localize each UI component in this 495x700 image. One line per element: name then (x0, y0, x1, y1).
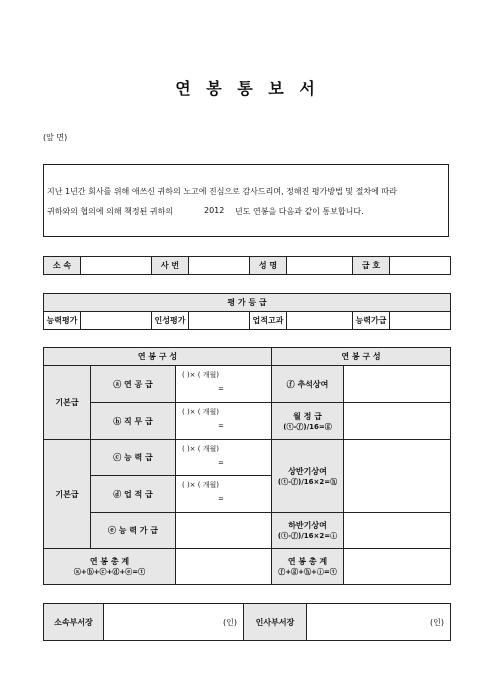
salary-total-left-value[interactable] (176, 549, 272, 585)
seniority-pay-calc[interactable]: ( )× ( 개월) = (176, 366, 272, 403)
ability-pay-calc[interactable]: ( )× ( 개월) = (176, 440, 272, 476)
base-pay-group-1-label: 기본급 (44, 366, 91, 440)
ability-pay-label: ⓒ 능 력 급 (91, 440, 176, 476)
personality-eval-label: 인성평가 (152, 312, 189, 330)
job-pay-calc[interactable]: ( )× ( 개월) = (176, 403, 272, 440)
monthly-pay-value[interactable] (344, 403, 451, 440)
ability-eval-value[interactable] (81, 312, 152, 330)
employee-info-table (43, 256, 451, 275)
salary-total-right-value[interactable] (344, 549, 451, 585)
evaluation-table (43, 293, 451, 330)
evaluation-header: 평 가 등 급 (44, 294, 451, 312)
hr-head-seal[interactable]: (인) (307, 604, 451, 641)
first-half-bonus-label: 상반기상여 (ⓣ-ⓕ)/16×2=ⓗ (272, 440, 344, 513)
front-side-label: (앞 면) (43, 133, 68, 142)
ability-bonus-label: 능력가급 (353, 312, 390, 330)
seniority-pay-label: ⓐ 연 공 급 (91, 366, 176, 403)
grade-label: 급 호 (353, 257, 390, 275)
notice-line-2a: 귀하와의 협의에 의해 책정된 귀하의 (47, 207, 174, 216)
second-half-bonus-value[interactable] (344, 513, 451, 549)
performance-eval-label: 업적고과 (250, 312, 287, 330)
chuseok-bonus-value[interactable] (344, 366, 451, 403)
notice-box (43, 164, 449, 237)
job-pay-label: ⓑ 직 무 급 (91, 403, 176, 440)
ability-bonus-pay-value[interactable] (176, 513, 272, 549)
name-value[interactable] (287, 257, 353, 275)
monthly-pay-label: 월 정 급 (ⓣ-ⓕ)/16=ⓖ (272, 403, 344, 440)
base-pay-group-2-label: 기본급 (44, 440, 91, 549)
dept-head-label: 소속부서장 (44, 604, 104, 641)
ability-bonus-pay-label: ⓔ 능 력 가 급 (91, 513, 176, 549)
ability-bonus-value[interactable] (390, 312, 451, 330)
signature-table (43, 603, 451, 641)
dept-head-seal[interactable]: (인) (104, 604, 244, 641)
salary-total-left-label: 연 봉 총 계 ⓐ+ⓑ+ⓒ+ⓓ+ⓔ=ⓣ (44, 549, 176, 585)
hr-head-label: 인사부서장 (244, 604, 307, 641)
performance-eval-value[interactable] (287, 312, 353, 330)
grade-value[interactable] (390, 257, 451, 275)
personality-eval-value[interactable] (189, 312, 250, 330)
salary-total-right-label: 연 봉 총 계 ⓕ+ⓖ+ⓗ+ⓘ=ⓣ (272, 549, 344, 585)
employee-number-value[interactable] (189, 257, 250, 275)
notice-line-2b: 년도 연봉을 다음과 같이 통보합니다. (235, 207, 364, 216)
performance-pay-calc[interactable]: ( )× ( 개월) = (176, 476, 272, 513)
second-half-bonus-label: 하반기상여 (ⓣ-ⓕ)/16×2=ⓘ (272, 513, 344, 549)
performance-pay-label: ⓓ 업 적 급 (91, 476, 176, 513)
name-label: 성 명 (250, 257, 287, 275)
salary-right-header: 연 봉 구 성 (272, 348, 451, 366)
dept-value[interactable] (81, 257, 152, 275)
notice-year: 2012 (204, 206, 225, 215)
salary-composition-table (43, 347, 451, 585)
ability-eval-label: 능력평가 (44, 312, 81, 330)
document-title: 연 봉 통 보 서 (175, 79, 320, 98)
notice-line-1: 지난 1년간 회사를 위해 애쓰신 귀하의 노고에 진심으로 감사드리며, 정해진 평가방법 및 절차에 따라 (47, 187, 397, 196)
employee-number-label: 사 번 (152, 257, 189, 275)
salary-left-header: 연 봉 구 성 (44, 348, 272, 366)
chuseok-bonus-label: ⓕ 추석상여 (272, 366, 344, 403)
dept-label: 소 속 (44, 257, 81, 275)
first-half-bonus-value[interactable] (344, 440, 451, 513)
